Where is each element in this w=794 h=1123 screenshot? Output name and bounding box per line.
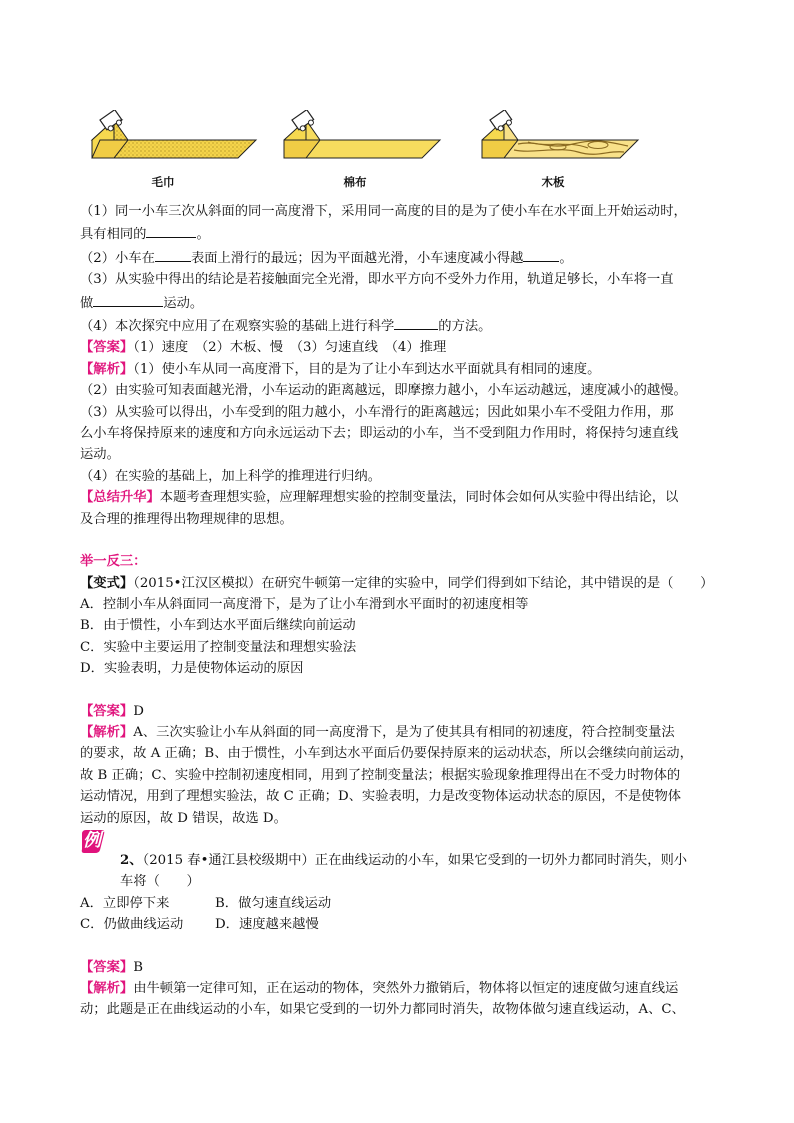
experiment-figures [80,110,720,200]
figure-towel [88,110,268,200]
question-line: （4）本次探究中应用了在观察实验的基础上进行科学 的方法。 [80,314,720,337]
analysis-line: （3）从实验可以得出，小车受到的阻力越小，小车滑行的距离越远；因此如果小车不受阻力作用，那 [80,404,674,420]
question-line: （2）小车在 表面上滑行的最远；因为平面越光滑，小车速度减小得越 。 [80,246,720,269]
section-title: 举一反三： [80,554,147,570]
variant-tag: 【变式】 [80,575,134,591]
analysis-tag: 【解析】 [80,981,134,996]
summary-line: 【总结升华】本题考查理想实验，应理解理想实验的控制变量法，同时体会如何从实验中得出结论，以 [80,490,679,506]
options-row [80,893,720,914]
figure-wood [478,110,658,200]
analysis-line: 么小车将保持原来的速度和方向永远运动下去；即运动的小车，当不受到阻力作用时，将保持匀速直线 [80,426,679,442]
option-b: B．由于惯性，小车到达水平面后继续向前运动 [80,618,356,634]
analysis-line: （2）由实验可知表面越光滑，小车运动的距离越远，即摩擦力越小，小车运动越远，速度减小的越慢。 [80,383,687,399]
answer-line: 【答案】B [80,959,143,975]
option-b: B．做匀速直线运动 [215,895,332,911]
figure-cotton [280,110,460,200]
cotton-surface-illustration [280,110,450,176]
answer-line: 【答案】D [80,703,144,719]
option-c: C．实验中主要运用了控制变量法和理想实验法 [80,639,357,655]
option-a: A．立即停下来 [80,895,170,911]
example-stem: 例 2、（2015 春•通江县校级期中）正在曲线运动的小车，如果它受到的一切外力都同时消失，则小 [80,850,720,871]
analysis-line: 动；此题是正在曲线运动的小车，如果它受到的一切外力都同时消失，故物体做匀速直线运动，A、C、 [80,1002,685,1018]
document-body [80,201,720,1021]
question-line: （1）同一小车三次从斜面的同一高度滑下，采用同一高度的目的是为了使小车在水平面上开始运动时， [80,204,687,219]
fill-blank [394,314,438,330]
analysis-line: 【解析】（1）使小车从同一高度滑下，目的是为了让小车到达水平面就具有相同的速度。 [80,361,601,377]
answer-tag: 【答案】 [80,959,134,975]
fill-blank [146,222,196,238]
fill-blank [155,246,191,262]
towel-surface-illustration [88,110,258,176]
analysis-line: 的要求，故 A 正确；B、由于惯性，小车到达水平面后仍要保持原来的运动状态，所以会继续向前运动， [80,746,693,762]
variant-stem: 【变式】（2015•江汉区模拟）在研究牛顿第一定律的实验中，同学们得到如下结论，其中错误的是（ ） [80,575,714,591]
option-c: C．仍做曲线运动 [80,917,184,933]
analysis-line: 运动。 [80,447,120,463]
answer-tag: 【答案】 [80,340,134,356]
summary-line: 及合理的推理得出物理规律的思想。 [80,511,293,527]
analysis-tag: 【解析】 [80,361,134,377]
options-row [80,914,720,935]
question-line: （3）从实验中得出的结论是若接触面完全光滑，即水平方向不受外力作用，轨道足够长，小车将一直 [80,272,674,288]
analysis-line: 运动情况，用到了理想实验法，故 C 正确；D、实验表明，力是改变物体运动状态的原因，不是使物体 [80,789,682,805]
wood-surface-illustration [478,110,648,176]
caption-wood: 木板 [541,175,565,189]
example-badge: 例 [80,828,106,854]
option-a: A．控制小车从斜面同一高度滑下，是为了让小车滑到水平面时的初速度相等 [80,596,529,612]
caption-cotton: 棉布 [343,175,367,189]
answer-line: 【答案】（1）速度 （2）木板、慢 （3）匀速直线 （4）推理 [80,340,447,356]
caption-towel: 毛巾 [151,175,175,189]
fill-blank [93,291,163,307]
option-d: D．实验表明，力是使物体运动的原因 [80,661,304,677]
analysis-line: 运动的原因，故 D 错误，故选 D。 [80,810,287,826]
summary-tag: 【总结升华】 [80,490,160,506]
analysis-line: 【解析】A、三次实验让小车从斜面的同一高度滑下，是为了使其具有相同的初速度，符合控制变量法 [80,724,675,740]
fill-blank [523,246,559,262]
analysis-line: （4）在实验的基础上，加上科学的推理进行归纳。 [80,468,381,484]
analysis-tag: 【解析】 [80,724,134,740]
example-stem: 车将（ ） [120,874,200,890]
option-d: D．速度越来越慢 [215,917,319,933]
answer-tag: 【答案】 [80,703,134,719]
question-line: 做 运动。 [80,291,720,314]
analysis-line: 【解析】由牛顿第一定律可知，正在运动的物体，突然外力撤销后，物体将以恒定的速度做匀速直线运 [80,981,679,996]
question-line: 具有相同的 。 [80,222,720,245]
analysis-line: 故 B 正确；C、实验中控制初速度相同，用到了控制变量法；根据实验现象推理得出在不受力时物体的 [80,767,681,783]
